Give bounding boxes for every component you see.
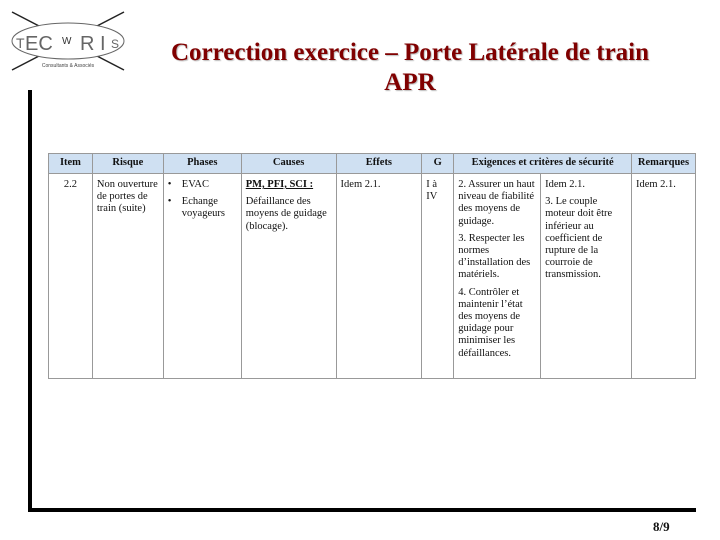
horizontal-rule bbox=[28, 508, 696, 512]
header-effets: Effets bbox=[336, 154, 422, 174]
header-phases: Phases bbox=[163, 154, 241, 174]
critere-item: Idem 2.1. bbox=[545, 179, 586, 190]
vertical-rule bbox=[28, 90, 32, 512]
svg-text:EC: EC bbox=[25, 33, 53, 55]
header-causes: Causes bbox=[241, 154, 336, 174]
cell-phases bbox=[163, 174, 241, 379]
table-header-row bbox=[49, 154, 696, 174]
cell-risque: Non ouverture de portes de train (suite) bbox=[92, 174, 163, 379]
title-line-2: APR bbox=[384, 69, 436, 96]
phase-item: • EVAC bbox=[168, 179, 237, 191]
exigence-item: 2. Assurer un haut niveau de fiabilité des moyens de guidage. bbox=[458, 179, 535, 227]
svg-text:W: W bbox=[62, 36, 72, 47]
cell-remarques: Idem 2.1. bbox=[631, 174, 695, 379]
causes-title: PM, PFI, SCI : bbox=[245, 179, 314, 190]
header-exigences: Exigences et critères de sécurité bbox=[454, 154, 632, 174]
svg-text:R I: R I bbox=[80, 33, 106, 55]
header-item: Item bbox=[49, 154, 93, 174]
cell-criteres bbox=[541, 174, 632, 379]
header-risque: Risque bbox=[92, 154, 163, 174]
critere-item: 3. Le couple moteur doit être inférieur au coefficient de rupture de la courroie de transmission. bbox=[545, 196, 613, 281]
apr-table bbox=[48, 153, 696, 379]
phase-item: • Echange voyageurs bbox=[168, 196, 237, 220]
cell-exigences bbox=[454, 174, 541, 379]
svg-text:S: S bbox=[111, 37, 120, 51]
cell-effets: Idem 2.1. bbox=[336, 174, 422, 379]
svg-text:Consultants & Associés: Consultants & Associés bbox=[41, 63, 95, 69]
exigence-item: 4. Contrôler et maintenir l’état des moyens de guidage pour minimiser les défaillances. bbox=[458, 286, 523, 359]
exigence-item: 3. Respecter les normes d’installation des matériels. bbox=[458, 232, 531, 281]
title-line-1: Correction exercice – Porte Latérale de train bbox=[170, 39, 650, 66]
company-logo bbox=[8, 10, 128, 72]
page-number: 8/9 bbox=[653, 519, 670, 534]
cell-causes bbox=[241, 174, 336, 379]
header-g: G bbox=[422, 154, 454, 174]
slide-title bbox=[130, 38, 690, 98]
cell-g: I à IV bbox=[422, 174, 454, 379]
causes-text: Défaillance des moyens de guidage (blocage). bbox=[245, 196, 327, 232]
header-remarques: Remarques bbox=[631, 154, 695, 174]
svg-text:T: T bbox=[16, 35, 25, 51]
cell-item: 2.2 bbox=[49, 174, 93, 379]
table-row bbox=[49, 174, 696, 379]
